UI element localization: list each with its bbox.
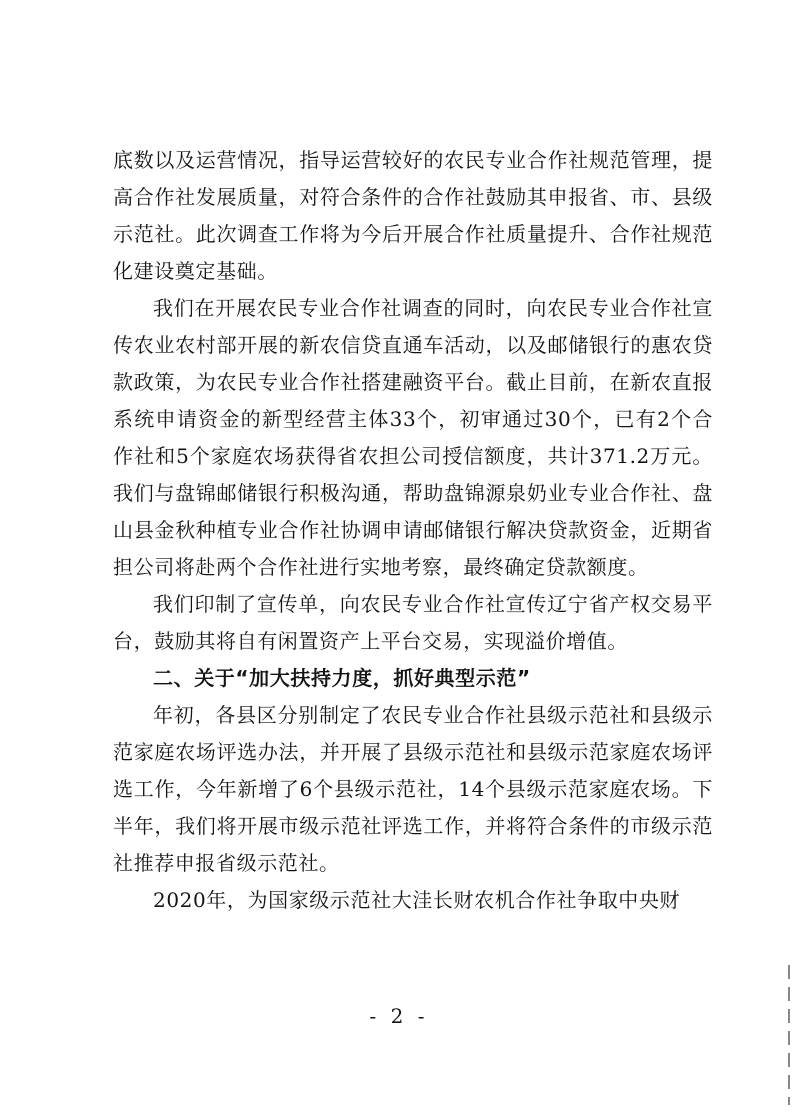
section-heading: 二、关于“加大扶持力度，抓好典型示范”	[153, 666, 531, 690]
paragraph-continuation: 底数以及运营情况，指导运营较好的农民专业合作社规范管理，提高合作社发展质量，对符合条件的合作社鼓励其申报省、市、县级示范社。此次调查工作将为今后开展合作社质量提升、合作社规范化建设奠定基础。	[113, 148, 713, 283]
paragraph-2020: 2020年，为国家级示范社大洼长财农机合作社争取中央财	[153, 888, 681, 912]
page-number: - 2 -	[369, 1004, 429, 1028]
paragraph-property-exchange: 我们印制了宣传单，向农民专业合作社宣传辽宁省产权交易平台，鼓励其将自有闲置资产上平台交易，实现溢价增值。	[113, 592, 713, 653]
document-body	[113, 142, 713, 919]
paragraph-financing: 我们在开展农民专业合作社调查的同时，向农民专业合作社宣传农业农村部开展的新农信贷直通车活动，以及邮储银行的惠农贷款政策，为农民专业合作社搭建融资平台。截止目前，在新农直报系统申请资金的新型经营主体33个，初审通过30个，已有2个合作社和5个家庭农场获得省农担公司授信额度，共计371.2万元。我们与盘锦邮储银行积极沟通，帮助盘锦源泉奶业专业合作社、盘山县金秋种植专业合作社协调申请邮储银行解决贷款资金，近期省担公司将赴两个合作社进行实地考察，最终确定贷款额度。	[113, 296, 713, 579]
scan-edge-mark	[788, 965, 790, 1105]
paragraph-demonstration: 年初，各县区分别制定了农民专业合作社县级示范社和县级示范家庭农场评选办法，并开展了县级示范社和县级示范家庭农场评选工作，今年新增了6个县级示范社，14个县级示范家庭农场。下半年，我们将开展市级示范社评选工作，并将符合条件的市级示范社推荐申报省级示范社。	[113, 703, 713, 875]
